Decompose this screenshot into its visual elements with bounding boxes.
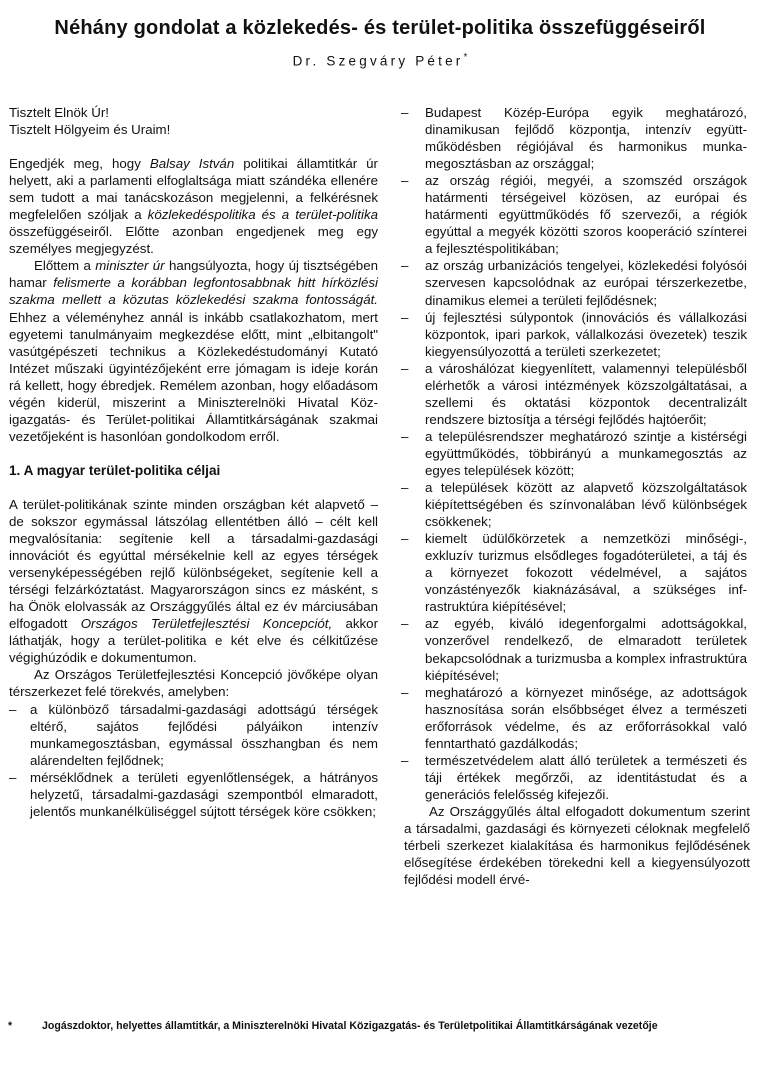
italic-run: felismerte a korábban legfontosabbnak hitt hírközlési szakma mellett a közutas közlekedési szakma fontosságát. [9, 275, 378, 308]
text-run: politikai államtitkár úr helyett, aki a parlamenti elfoglaltsága miatt szándéka ellenére sem tudott a mai tanácskozáson megjelenni, a felkérésnek megfelelően szóljak a [9, 156, 378, 223]
list-item [9, 769, 378, 820]
dash-bullet: – [401, 173, 409, 189]
italic-run: miniszter úr [95, 258, 165, 274]
right-column [401, 104, 750, 888]
dash-bullet: – [401, 360, 409, 376]
paragraph-1 [9, 155, 378, 257]
italic-run: Országos Területfejlesztési Koncepciót, [80, 616, 333, 632]
list-item-text: természetvédelem alatt álló területek a természeti és táji értékek megőrzői, az identitástudat és a generációs felelősség kifejezői. [425, 752, 747, 802]
dash-bullet: – [401, 616, 409, 632]
list-item [401, 360, 747, 428]
list-item [401, 172, 747, 257]
dash-bullet: – [9, 769, 17, 785]
page-title: Néhány gondolat a közlekedés- és terület-politika összefüggéseiről [54, 17, 706, 39]
dash-bullet: – [9, 701, 17, 717]
dash-bullet: – [401, 428, 409, 444]
italic-run: Balsay István [149, 156, 235, 172]
dash-bullet: – [401, 309, 409, 325]
greeting-1: Tisztelt Elnök Úr! [9, 105, 109, 120]
dash-bullet: – [401, 258, 409, 274]
section-heading: 1. A magyar terület-politika céljai [9, 462, 221, 478]
text-run: Ehhez a véleményhez annál is inkább csatlakozhatom, mert egyetemi tanulmányaim megkezdése előtt, mint „elbitangolt" vasútgépészeti technikus a Közlekedéstudományi Kutató Intézet műszaki ügyintézőjeként erre jómagam is ideje korán rá kellett, hogy ébredjek. Remélem azonban, hogy előadásom végén kiderül, miszerint a Miniszterelnöki Hivatal Közigazgatás- és Terület-politikai Államtitkárságának szakmai vezetőjeként is hasonlóan gondolkodom erről. [9, 309, 378, 444]
list-item-text: meghatározó a környezet minősége, az adottságok hasznosítása során elsőbbséget élvez a természeti erőforrások védelme, és az erőforrásokkal való fenntartható gazdálkodás; [425, 684, 747, 751]
footnote [8, 1020, 753, 1032]
greeting-2: Tisztelt Hölgyeim és Uraim! [9, 122, 171, 138]
list-item-text: az ország régiói, megyéi, a szomszéd országok határmenti térségeivel közösen, az európai és határmenti együttműködés fő szervezői, a régiók egyúttal a megyék közötti szoros kooperáció színterei a fejlesztéspolitikában; [425, 173, 747, 257]
list-item [401, 530, 747, 615]
footnote-text: Jogászdoktor, helyettes államtitkár, a Miniszterelnöki Hivatal Közigazgatás- és Területpolitikai Államtitkárságának vezetője [42, 1020, 658, 1032]
list-item-text: az egyéb, kiváló idegenforgalmi adottságokkal, vonzerővel rendelkező, de elmaradott területek bekapcsolódnak a turizmusba a komplex infrastruktúra kiépítésével; [425, 616, 747, 683]
list-item-text: a városhálózat kiegyenlített, valamennyi településből elérhetők a városi intézmények közszolgáltatásai, a szellemi és oktatási központok decentralizált rendszere biztosítja a térségi fejlődés hajtóerőit; [425, 360, 747, 427]
dash-bullet: – [401, 105, 409, 120]
list-item [401, 104, 747, 172]
list-item [401, 257, 747, 308]
list-item [401, 752, 747, 803]
left-column [9, 104, 378, 820]
list-item [401, 615, 747, 683]
paragraph-2 [9, 257, 378, 445]
dash-bullet: – [401, 684, 409, 700]
dash-bullet: – [401, 531, 409, 547]
list-item [401, 684, 747, 752]
list-item-text: új fejlesztési súlypontok (innovációs és vállalkozási központok, ipari parkok, vállalkozási övezetek) teszik kiegyensúlyozottá a területi szerkezetet; [425, 309, 747, 359]
list-item-text: a különböző társadalmi-gazdasági adottságú térségek eltérő, sajátos fejlődési pályáikon intenzív munkamegosztásban, egymással összhangban és nem alárendelten fejlődnek; [30, 701, 378, 768]
list-item-text: az ország urbanizációs tengelyei, közlekedési folyósói szervesen kapcsolódnak az európai térszerkezetbe, dinamikus elemei a területi fejlődésnek; [425, 258, 747, 308]
list-item-text: kiemelt üdülőkörzetek a nemzetközi minőségi-, exkluzív turizmus elsődleges fogadóterületei, a táj és a környezet fokozott védelmével, a sajátos vonzástényezők kiaknázásával, a szükséges infrastruktúra kiépítésével; [425, 531, 747, 615]
text-run: hangsúlyozta, hogy új tisztségében hamar [9, 258, 378, 291]
author-line [0, 52, 760, 69]
dash-bullet: – [401, 752, 409, 768]
list-item-text: a települések között az alapvető közszolgáltatások kiépítettségében és színvonalában lévő különbségek csökkenek; [425, 480, 747, 530]
list-item [9, 701, 378, 769]
author-footnote-mark: * [463, 52, 468, 63]
paragraph-3 [9, 496, 378, 666]
text-run: Előttem a [34, 258, 96, 274]
footnote-mark: * [8, 1020, 13, 1032]
text-run: akkor láthatják, hogy a terület-politika e két elve és célkitűzése végighúzódik e dokumentumon. [9, 616, 378, 666]
list-item-text: a településrendszer meghatározó szintje a kistérségi együttműködés, többirányú a munkamegosztás az egyes települések között; [425, 428, 747, 478]
text-run: A terület-politikának szinte minden országban két alapvető – de sokszor egymással látszólag ellentétben álló – célt kell megvalósítania: segítenie kell a társadalmi-gazdasági innovációt és egyúttal mérsékelnie kell az egyes térségek versenyképességében rejlő különbségeket, segítenie kell a térségi felzárkóztatást. Magyarországon sincs ez másként, s ha Önök elolvassák az Országgyűlés által ez év márciusában elfogadott [9, 496, 378, 632]
text-run: Engedjék meg, hogy [9, 156, 150, 172]
list-item-text: Budapest Közép-Európa egyik meghatározó, dinamikusan fejlődő központja, intenzív együttműködésben régiójával és harmonikus munkamegosztásban az országgal; [425, 105, 747, 172]
list-item [401, 428, 747, 479]
list-item [401, 479, 747, 530]
list-item-text: mérséklődnek a területi egyenlőtlenségek, a hátrányos helyzetű, társadalmi-gazdasági szempontból elmaradott, jelentős munkanélküliséggel sújtott térségek köre csökken; [30, 769, 378, 819]
italic-run: közlekedéspolitika és a terület-politika [147, 207, 378, 223]
author-name: Dr. Szegváry Péter [292, 53, 464, 69]
list-item [401, 309, 747, 360]
dash-bullet: – [401, 480, 409, 496]
closing-paragraph: Az Országgyűlés által elfogadott dokumentum szerint a társadalmi, gazdasági és környezeti céloknak megfelelő térbeli szerkezet kialakítása és harmonikus fejlődésének elősegítése érdekében törekedni kell a kiegyensúlyozott fejlődési modell érvé- [404, 803, 750, 888]
paragraph-4: Az Országos Területfejlesztési Koncepció jövőképe olyan térszerkezet felé törekvés, amelyben: [9, 667, 378, 700]
text-run: összefüggéseiről. Előtte azonban engedjenek meg egy személyes megjegyzést. [9, 224, 378, 257]
